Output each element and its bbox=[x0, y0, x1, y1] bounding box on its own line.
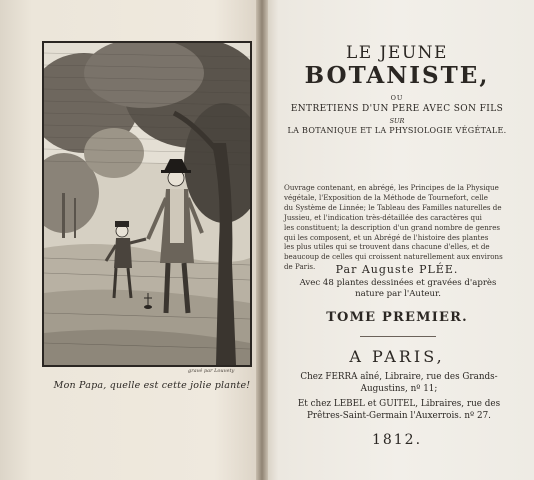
publisher-2 bbox=[282, 399, 516, 422]
publisher-1-line-1: Chez FERRA aîné, Libraire, rue des Grands- bbox=[300, 372, 498, 382]
subject: LA BOTANIQUE ET LA PHYSIOLOGIE VÉGÉTALE. bbox=[287, 126, 507, 135]
publisher-1 bbox=[282, 372, 516, 395]
description-line: Jussieu, et l'indication très-détaillée des caractères qui bbox=[284, 212, 482, 222]
description-line: qui les composent, et un Abrégé de l'histoire des plantes bbox=[284, 232, 489, 242]
publisher-1-line-2: Augustins, nº 11; bbox=[360, 383, 438, 394]
frontispiece-caption: Mon Papa, quelle est cette jolie plante! bbox=[53, 380, 251, 391]
description-line: les constituent; la description d'un grand nombre de genres bbox=[284, 222, 501, 232]
description-line: végétale, l'Exposition de la Méthode de Tournefort, celle bbox=[284, 192, 488, 202]
illustrations-note bbox=[286, 278, 510, 300]
subtitle: ENTRETIENS D'UN PERE AVEC SON FILS bbox=[290, 104, 504, 114]
illustrations-line-2: nature par l'Auteur. bbox=[355, 289, 441, 299]
title-line-1: LE JEUNE bbox=[346, 43, 448, 63]
title-block bbox=[270, 44, 524, 135]
rule-divider bbox=[360, 336, 436, 337]
description-line: de Paris. bbox=[284, 262, 316, 272]
publisher-2-line-1: Et chez LEBEL et GUITEL, Libraires, rue des bbox=[297, 399, 501, 409]
engraver-credit: gravé par Louvety bbox=[188, 368, 235, 374]
author-line: Par Auguste PLÉE. bbox=[335, 263, 459, 276]
volume-label: TOME PREMIER. bbox=[326, 310, 468, 325]
description-line: beaucoup de celles qui croissent naturellement aux environs bbox=[284, 252, 503, 262]
publisher-2-line-2: Prêtres-Saint-Germain l'Auxerrois. nº 27. bbox=[307, 410, 491, 421]
illustrations-line-1: Avec 48 plantes dessinées et gravées d'après bbox=[299, 278, 497, 288]
description-line: les plus utiles qui se trouvent dans chacune d'elles, et de bbox=[284, 242, 490, 252]
city: A PARIS, bbox=[349, 347, 445, 366]
publication-year: 1812. bbox=[371, 432, 423, 448]
book-gutter bbox=[256, 0, 268, 480]
frontispiece-engraving bbox=[42, 41, 252, 367]
description-line: Ouvrage contenant, en abrégé, les Principes de la Physique bbox=[284, 183, 499, 192]
title-line-2: BOTANISTE, bbox=[304, 62, 490, 89]
title-ou: OU bbox=[390, 94, 404, 102]
description-paragraph bbox=[284, 183, 516, 272]
title-sur: SUR bbox=[389, 117, 405, 125]
description-line: du Système de Linnée; le Tableau des Familles naturelles de bbox=[284, 202, 502, 212]
